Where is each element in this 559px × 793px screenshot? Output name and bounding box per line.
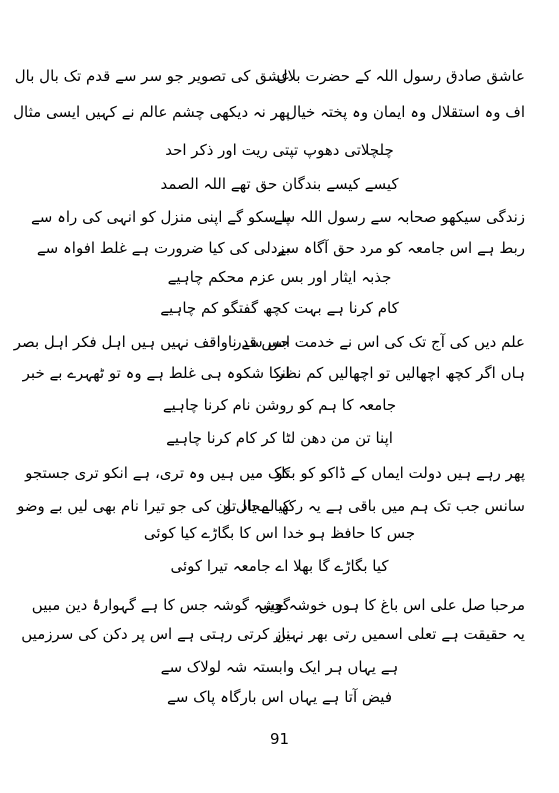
- refrain-line: فیض آتا ہے یہاں اس بارگاہ پاک سے: [167, 688, 392, 706]
- verse-line: پھر رہے ہیں دولت ایماں کے ڈاکو کو بکو: [275, 464, 525, 482]
- verse-line: عشق کی تصویر جو سر سے قدم تک بال بال: [14, 67, 290, 85]
- verse-line: یہ حقیقت ہے تعلی اسمیں رتی بھر نہیں: [274, 625, 525, 643]
- refrain-line: اپنا تن من دھن لٹا کر کام کرنا چاہیے: [166, 429, 393, 447]
- verse-line: گوشہ گوشہ جس کا ہے گہوارۂ دین مبیں: [31, 596, 290, 614]
- verse-line: پا سکو گے اپنی منزل کو انہی کی راہ سے: [30, 208, 290, 226]
- refrain-line: چلچلاتی دھوپ تپتی ریت اور ذکر احد: [165, 141, 394, 159]
- verse-line: اف وہ استقلال وہ ایمان وہ پختہ خیال: [286, 103, 525, 121]
- refrain-line: ہے یہاں ہر ایک وابستہ شہ لولاک سے: [160, 658, 399, 676]
- page-number: 91: [269, 730, 290, 748]
- verse-line: سانس جب تک ہم میں باقی ہے یہ رکھ لے یاد تو: [224, 497, 525, 515]
- verse-line: اس سے ناواقف نہیں ہیں اہل فکر اہل بصر: [13, 333, 290, 351]
- verse-line: عاشق صادق رسول اللہ کے حضرت بلال: [276, 67, 525, 85]
- verse-line: ہاں اگر کچھ اچھالیں تو اچھالیں کم نظر: [276, 364, 525, 382]
- refrain-line: جامعہ کا ہم کو روشن نام کرنا چاہیے: [162, 396, 397, 414]
- refrain-line: جذبہ ایثار اور بس عزم محکم چاہیے: [167, 268, 392, 286]
- verse-line: انکا شکوہ ہی غلط ہے وہ تو ٹھہرے بے خبر: [22, 364, 290, 382]
- refrain-line: کیسے کیسے بندگان حق تھے اللہ الصمد: [160, 175, 399, 193]
- verse-line: ربط ہے اس جامعہ کو مرد حق آگاہ سے: [277, 239, 525, 257]
- refrain-line: کام کرنا ہے بہت کچھ گفتگو کم چاہیے: [160, 299, 399, 317]
- verse-line: ناز کرتی رہتی ہے اس پر دکن کی سرزمیں: [21, 625, 290, 643]
- verse-line: پھر نہ دیکھی چشم عالم نے کہیں ایسی مثال: [13, 103, 290, 121]
- refrain-line: کیا بگاڑے گا بھلا اے جامعہ تیرا کوئی: [170, 557, 389, 575]
- refrain-line: جس کا حافظ ہو خدا اس کا بگاڑے کیا کوئی: [143, 524, 416, 542]
- verse-line: بزدلی کی کیا ضرورت ہے غلط افواہ سے: [36, 239, 290, 257]
- verse-line: کیا مجال ان کی جو تیرا نام بھی لیں بے وضو: [17, 497, 290, 515]
- verse-line: علم دیں کی آج تک کی اس نے خدمت جس قدر: [234, 333, 525, 351]
- verse-line: تاک میں ہیں وہ تری، ہے انکو تری جستجو: [25, 464, 290, 482]
- verse-line: مرحبا صل علی اس باغ کا ہوں خوشہ چیں: [258, 596, 525, 614]
- verse-line: زندگی سیکھو صحابہ سے رسول اللہ سے: [273, 208, 525, 226]
